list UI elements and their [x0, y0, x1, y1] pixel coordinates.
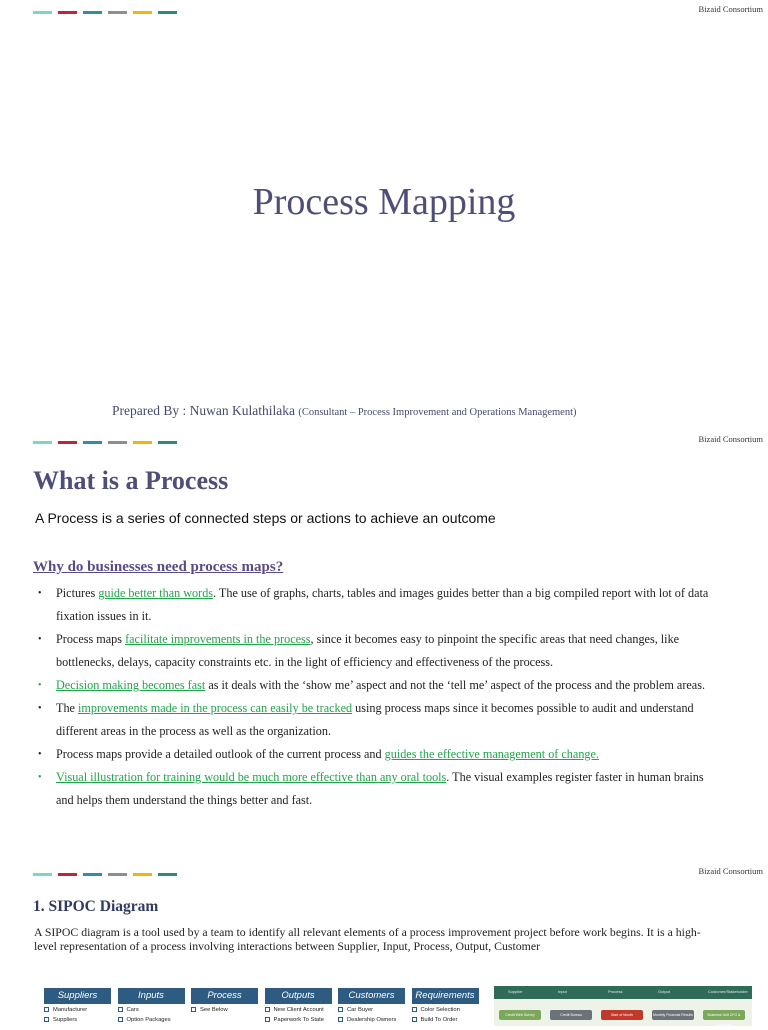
- bullet-dot: •: [38, 588, 42, 599]
- checkbox-icon: [44, 1007, 49, 1012]
- checkbox-icon: [44, 1017, 49, 1022]
- sipoc-column-header: Suppliers: [44, 988, 111, 1004]
- checkbox-icon: [412, 1007, 417, 1012]
- accent-segment: [33, 11, 52, 14]
- sipoc-item: [338, 1016, 405, 1024]
- sipoc-item-label: Color Selection: [420, 1007, 460, 1013]
- slide-heading: What is a Process: [33, 466, 229, 495]
- checkbox-icon: [338, 1017, 343, 1022]
- checkbox-icon: [191, 1007, 196, 1012]
- sipoc-item: [191, 1006, 258, 1014]
- org-name: Bizaid Consortium: [698, 4, 763, 14]
- checkbox-icon: [118, 1007, 123, 1012]
- sipoc-item-label: Build To Order: [420, 1017, 458, 1023]
- accent-segment: [58, 11, 77, 14]
- bullet-text: using process maps since it becomes possible to audit and understand different areas in the process as well as the organization.: [56, 701, 694, 738]
- accent-segment: [158, 441, 177, 444]
- accent-bar: [33, 873, 177, 876]
- checkbox-icon: [265, 1017, 270, 1022]
- sipoc-item-label: Suppliers: [53, 1017, 78, 1023]
- sipoc-item: [265, 1016, 332, 1024]
- sipoc-item: [44, 1016, 111, 1024]
- bullet-text: The: [56, 701, 78, 715]
- flow-node: Credit Web Survey: [499, 1010, 541, 1020]
- accent-segment: [33, 441, 52, 444]
- flow-header-label: Process: [608, 989, 623, 994]
- sipoc-item: [412, 1016, 479, 1024]
- checkbox-icon: [265, 1007, 270, 1012]
- flow-header-label: Output: [658, 989, 671, 994]
- author-role: (Consultant – Process Improvement and Operations Management): [298, 407, 577, 418]
- sipoc-column: [191, 988, 258, 1014]
- flow-header-label: Input: [558, 989, 567, 994]
- bullet-dot: •: [38, 772, 42, 783]
- bullet-highlight: Decision making becomes fast: [56, 678, 206, 692]
- flow-header-band: [494, 986, 752, 999]
- org-name: Bizaid Consortium: [698, 866, 763, 876]
- presentation-title: Process Mapping: [252, 181, 516, 223]
- sipoc-item-label: Paperwork To State: [273, 1017, 324, 1023]
- slide-sipoc: [0, 862, 768, 1027]
- sipoc-item: [44, 1006, 111, 1014]
- flow-node: Credit Bureau: [550, 1010, 592, 1020]
- bullet-text: . The visual examples register faster in human brains and helps them understand the things better and fast.: [56, 770, 704, 807]
- sipoc-item: [338, 1006, 405, 1014]
- bullet-highlight: Visual illustration for training would be much more effective than any oral tools: [56, 770, 447, 784]
- accent-segment: [58, 441, 77, 444]
- sipoc-item: [118, 1006, 185, 1014]
- accent-segment: [108, 11, 127, 14]
- sipoc-column-header: Requirements: [412, 988, 479, 1004]
- sipoc-column-header: Process: [191, 988, 258, 1004]
- bullet-item: [37, 674, 709, 697]
- bullet-list: [37, 582, 709, 812]
- accent-segment: [133, 441, 152, 444]
- checkbox-icon: [338, 1007, 343, 1012]
- sipoc-column: [44, 988, 111, 1024]
- prepared-by: [112, 403, 577, 419]
- sipoc-column: [338, 988, 405, 1024]
- bullet-item: [37, 743, 709, 766]
- sipoc-item: [265, 1006, 332, 1014]
- bullet-dot: •: [38, 703, 42, 714]
- sipoc-description: A SIPOC diagram is a tool used by a team to identify all relevant elements of a process improvement project before work begins. It is a high-level representation of a process involving interactions between Supplier, Input, Process, Output, Customer: [34, 925, 701, 953]
- bullet-dot: •: [38, 749, 42, 760]
- accent-segment: [83, 11, 102, 14]
- bullet-highlight: guides the effective management of change.: [384, 747, 599, 761]
- sipoc-column: [265, 988, 332, 1024]
- flow-header-label: Customer/Stakeholder: [708, 989, 748, 994]
- accent-segment: [108, 873, 127, 876]
- sipoc-item-label: Car Buyer: [347, 1007, 374, 1013]
- org-name: Bizaid Consortium: [698, 434, 763, 444]
- bullet-item: [37, 697, 709, 743]
- accent-segment: [133, 873, 152, 876]
- bullet-text: Pictures: [56, 586, 99, 600]
- sipoc-column-header: Outputs: [265, 988, 332, 1004]
- bullet-text: Process maps: [56, 632, 126, 646]
- sipoc-item-label: Manufacturer: [53, 1007, 88, 1013]
- bullet-highlight: guide better than words: [98, 586, 214, 600]
- accent-segment: [83, 873, 102, 876]
- process-definition: A Process is a series of connected steps or actions to achieve an outcome: [35, 510, 496, 526]
- bullet-text: Process maps provide a detailed outlook of the current process and: [56, 747, 385, 761]
- bullet-item: [37, 766, 709, 812]
- bullet-item: [37, 628, 709, 674]
- sipoc-item: [118, 1016, 185, 1024]
- accent-segment: [33, 873, 52, 876]
- sipoc-table: [44, 988, 480, 1028]
- bullet-text: , since it becomes easy to pinpoint the specific areas that need changes, like bottlenecks, delays, capacity constraints etc. in the light of efficiency and effectiveness of the process.: [56, 632, 680, 669]
- sipoc-item-label: Option Packages: [126, 1017, 171, 1023]
- sipoc-column: [412, 988, 479, 1024]
- flow-node: Monthly Financial Results: [652, 1010, 694, 1020]
- flow-node: Start of Month: [601, 1010, 643, 1020]
- bullet-dot: •: [38, 680, 42, 691]
- slide-subheading: Why do businesses need process maps?: [33, 559, 284, 575]
- sipoc-column-header: Inputs: [118, 988, 185, 1004]
- flow-node: Business Unit CFO & Controller: [703, 1010, 745, 1020]
- bullet-highlight: facilitate improvements in the process: [125, 632, 311, 646]
- bullet-text: . The use of graphs, charts, tables and images guides better than a big compiled report with lot of data fixation issues in it.: [56, 586, 709, 623]
- bullet-text: as it deals with the ‘show me’ aspect and not the ‘tell me’ aspect of the process and the problem areas.: [205, 678, 706, 692]
- accent-segment: [158, 11, 177, 14]
- accent-segment: [158, 873, 177, 876]
- checkbox-icon: [412, 1017, 417, 1022]
- sipoc-item-label: Dealership Owners: [347, 1017, 397, 1023]
- accent-bar: [33, 11, 177, 14]
- accent-segment: [133, 11, 152, 14]
- checkbox-icon: [118, 1017, 123, 1022]
- sipoc-item-label: Cars: [126, 1007, 139, 1013]
- accent-bar: [33, 441, 177, 444]
- bullet-item: [37, 582, 709, 628]
- sipoc-item-label: New Client Account: [273, 1007, 324, 1013]
- bullet-highlight: improvements made in the process can easily be tracked: [78, 701, 353, 715]
- process-flow-diagram: [494, 986, 752, 1026]
- accent-segment: [58, 873, 77, 876]
- accent-segment: [83, 441, 102, 444]
- sipoc-item: [412, 1006, 479, 1014]
- sipoc-column: [118, 988, 185, 1024]
- bullet-dot: •: [38, 634, 42, 645]
- prepared-by-label: Prepared By : Nuwan Kulathilaka: [112, 403, 295, 418]
- slide-title: [0, 0, 768, 430]
- flow-header-label: Supplier: [508, 989, 523, 994]
- slide-what-is-process: [0, 430, 768, 862]
- sipoc-item-label: See Below: [200, 1007, 228, 1013]
- slide-heading: 1. SIPOC Diagram: [33, 898, 159, 915]
- accent-segment: [108, 441, 127, 444]
- sipoc-column-header: Customers: [338, 988, 405, 1004]
